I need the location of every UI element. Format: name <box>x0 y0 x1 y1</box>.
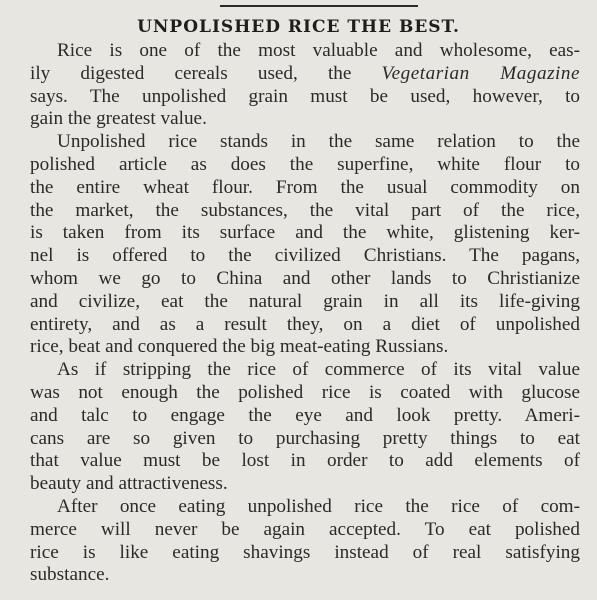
text-line: merce will never be again accepted. To eat polished <box>30 518 580 540</box>
text-line: Unpolished rice stands in the same relation to the <box>57 131 580 153</box>
text-line: rice, beat and conquered the big meat-eating Russians. <box>30 336 449 358</box>
text-line: whom we go to China and other lands to Christianize <box>30 267 580 289</box>
text-line: substance. <box>30 564 110 586</box>
text-line: rice is like eating shavings instead of real satisfying <box>30 541 580 563</box>
text-line: the entire wheat flour. From the usual commodity on <box>30 176 580 198</box>
article-body <box>30 40 580 587</box>
article-paragraph <box>30 40 580 131</box>
text-line: Rice is one of the most valuable and wholesome, eas- <box>57 40 580 61</box>
text-line: After once eating unpolished rice the rice of com- <box>57 495 580 517</box>
magazine-title: Vegetarian Magazine <box>381 62 580 84</box>
article-headline: UNPOLISHED RICE THE BEST. <box>137 17 460 37</box>
article-paragraph <box>30 131 580 359</box>
text-line: the market, the substances, the vital part of the rice, <box>30 199 580 221</box>
text-line: entirety, and as a result they, on a diet of unpolished <box>30 313 580 335</box>
text-line: nel is offered to the civilized Christians. The pagans, <box>30 245 580 267</box>
text-line: and talc to engage the eye and look pretty. Ameri- <box>30 404 580 426</box>
text-line: beauty and attractiveness. <box>30 473 228 495</box>
text-line: cans are so given to purchasing pretty things to eat <box>30 427 580 449</box>
article-paragraph <box>30 359 580 496</box>
text-line: that value must be lost in order to add elements of <box>30 450 580 472</box>
text-line: ily digested cereals used, the Vegetarian Magazine <box>30 62 580 84</box>
top-rule <box>220 5 418 7</box>
text-line: is taken from its surface and the white, glistening ker- <box>30 222 580 244</box>
text-line: was not enough the polished rice is coated with glucose <box>30 381 580 403</box>
text-line: gain the greatest value. <box>30 108 207 130</box>
text-line: and civilize, eat the natural grain in all its life-giving <box>30 290 580 312</box>
text-line: polished article as does the superfine, white flour to <box>30 153 580 175</box>
article-paragraph <box>30 496 580 587</box>
text-line: says. The unpolished grain must be used, however, to <box>30 85 580 107</box>
text-line: As if stripping the rice of commerce of its vital value <box>57 359 580 381</box>
